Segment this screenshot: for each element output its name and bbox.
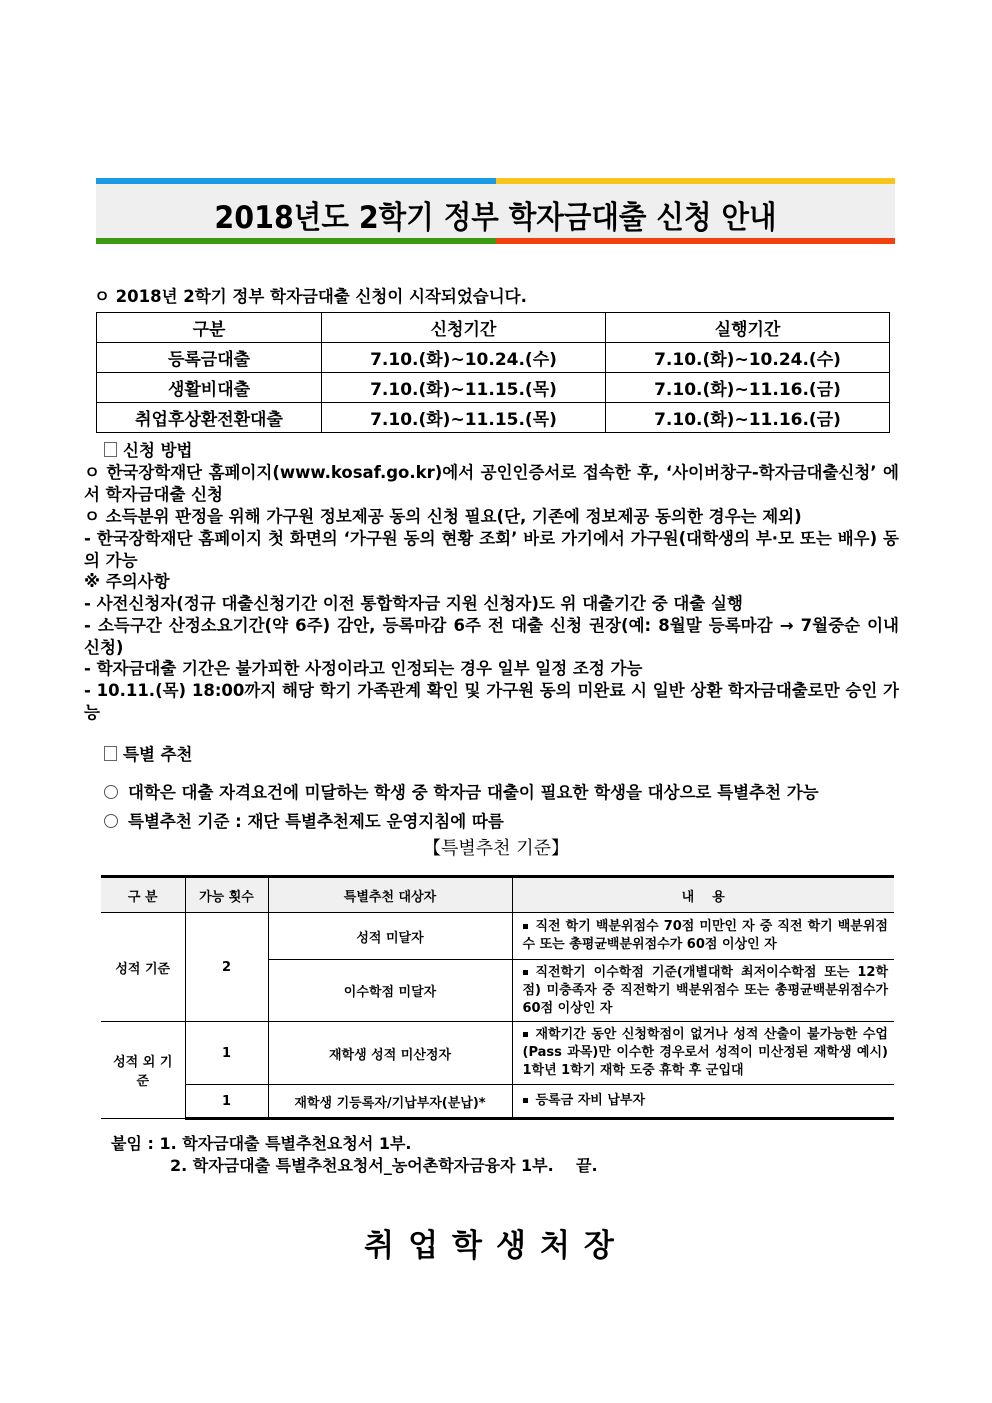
title-bar-yellow [496,178,896,184]
table-row [101,913,894,960]
target-cell: 재학생 기등록자/기납부자(분납)* [268,1085,512,1119]
header-cell: 구 분 [101,877,185,913]
header-cell: 내 용 [512,877,894,913]
special-item-text: 대학은 대출 자격요건에 미달하는 학생 중 학자금 대출이 필요한 학생을 대상으로 [128,783,718,802]
apply-period: 7.10.(화)~11.15.(목) [322,403,606,433]
execute-period: 7.10.(화)~11.16.(금) [606,403,890,433]
loan-type: 생활비대출 [97,373,322,403]
content-text: 등록금 자비 납부자 [535,1093,646,1108]
attachment-line [111,1131,412,1154]
header-cell: 특별추천 대상자 [268,877,512,913]
target-cell: 재학생 성적 미산정자 [268,1022,512,1085]
content-cell [512,1022,894,1085]
target-cell: 이수학점 미달자 [268,960,512,1022]
attachment-label: 붙임 : [111,1134,160,1153]
header-cell: 가능 횟수 [185,877,268,913]
checkbox-square-icon [104,746,117,761]
special-heading-text: 특별 추천 [123,745,193,764]
header-cell: 신청기간 [322,313,606,343]
count-cell: 2 [185,913,268,1022]
table-header-row [101,877,894,913]
title-bar-red [496,238,896,244]
special-heading [104,744,924,766]
content-text: 직전 학기 백분위점수 70점 미만인 자 중 직전 학기 백분위점수 또는 총평균백분위점수가 60점 이상인 자 [522,919,888,952]
attachment-item: 1. 학자금대출 특별추천요청서 1부. [159,1134,412,1153]
page-title: 2018년도 2학기 정부 학자금대출 신청 안내 [214,200,777,236]
category-cell: 성적 기준 [101,913,185,1022]
title-bar-blue [96,178,496,184]
header-cell: 구분 [97,313,322,343]
category-cell: 성적 외 기준 [101,1022,185,1119]
special-item-emphasis: 특별추천 가능 [717,783,819,802]
content-cell [512,913,894,960]
special-item [104,782,924,804]
signature: 취업학생처장 [364,1228,628,1264]
method-item: ㅇ 한국장학재단 홈페이지(www.kosaf.go.kr)에서 공인인증서로 접속한 후, ‘사이버창구-학자금대출신청’ 에서 학자금대출 신청 [84,463,899,504]
execute-period: 7.10.(화)~10.24.(수) [606,343,890,373]
count-cell: 1 [185,1085,268,1119]
circle-bullet-icon [104,785,118,799]
caution-item: - 10.11.(목) 18:00까지 해당 학기 가족관계 확인 및 가구원 동의 미완료 시 일반 상환 학자금대출로만 승인 가능 [84,681,899,722]
criteria-table [101,875,894,1120]
title-banner [96,178,895,244]
caution-item: - 학자금대출 기간은 불가피한 사정이라고 인정되는 경우 일부 일정 조정 가능 [84,659,643,678]
table-header-row [97,313,890,343]
method-item: ㅇ 소득분위 판정을 위해 가구원 정보제공 동의 신청 필요(단, 기존에 정보제공 동의한 경우는 제외) [84,507,802,526]
apply-period: 7.10.(화)~10.24.(수) [322,343,606,373]
method-heading-text: 신청 방법 [123,441,193,460]
caution-item: - 소득구간 산정소요기간(약 6주) 감안, 등록마감 6주 전 대출 신청 권장(예: 8월말 등록마감 → 7월중순 이내 신청) [84,616,899,657]
square-bullet-icon [523,970,528,975]
content-cell [512,1085,894,1119]
table-row [97,343,890,373]
header-cell: 실행기간 [606,313,890,343]
table-row [101,1085,894,1119]
intro-text: ㅇ 2018년 2학기 정부 학자금대출 신청이 시작되었습니다. [94,287,527,306]
table-row [101,1022,894,1085]
count-cell: 1 [185,1022,268,1085]
table-row [97,403,890,433]
loan-type: 등록금대출 [97,343,322,373]
title-bar-green [96,238,496,244]
square-bullet-icon [523,1032,528,1037]
apply-period: 7.10.(화)~11.15.(목) [322,373,606,403]
circle-bullet-icon [104,814,118,828]
square-bullet-icon [523,924,528,929]
content-cell [512,960,894,1022]
square-bullet-icon [523,1098,528,1103]
loan-type: 취업후상환전환대출 [97,403,322,433]
content-text: 직전학기 이수학점 기준(개별대학 최저이수학점 또는 12학점) 미충족자 중 직전학기 백분위점수 또는 총평균백분위점수가 60점 이상인 자 [522,964,888,1016]
execute-period: 7.10.(화)~11.16.(금) [606,373,890,403]
caution-item: - 사전신청자(정규 대출신청기간 이전 통합학자금 지원 신청자)도 위 대출기간 중 대출 실행 [84,594,743,613]
table-row [97,373,890,403]
criteria-caption: 【특별추천 기준】 [422,838,570,859]
special-item-text: 특별추천 기준 : 재단 특별추천제도 운영지침에 따름 [128,812,504,831]
attachment-item: 2. 학자금대출 특별추천요청서_농어촌학자금융자 1부. 끝. [170,1156,598,1175]
checkbox-square-icon [104,442,117,457]
schedule-table [96,312,890,433]
target-cell: 성적 미달자 [268,913,512,960]
method-heading [104,440,924,462]
special-item [104,811,924,833]
caution-heading: ※ 주의사항 [84,572,170,591]
content-text: 재학기간 동안 신청학점이 없거나 성적 산출이 불가능한 수업(Pass 과목)만 이수한 경우로서 성적이 미산정된 재학생 예시) 1학년 1학기 재학 도중 휴학 후 군입대 [522,1027,888,1078]
method-item: - 한국장학재단 홈페이지 첫 화면의 ‘가구원 동의 현황 조회’ 바로 가기에서 가구원(대학생의 부·모 또는 배우) 동의 가능 [84,529,899,570]
